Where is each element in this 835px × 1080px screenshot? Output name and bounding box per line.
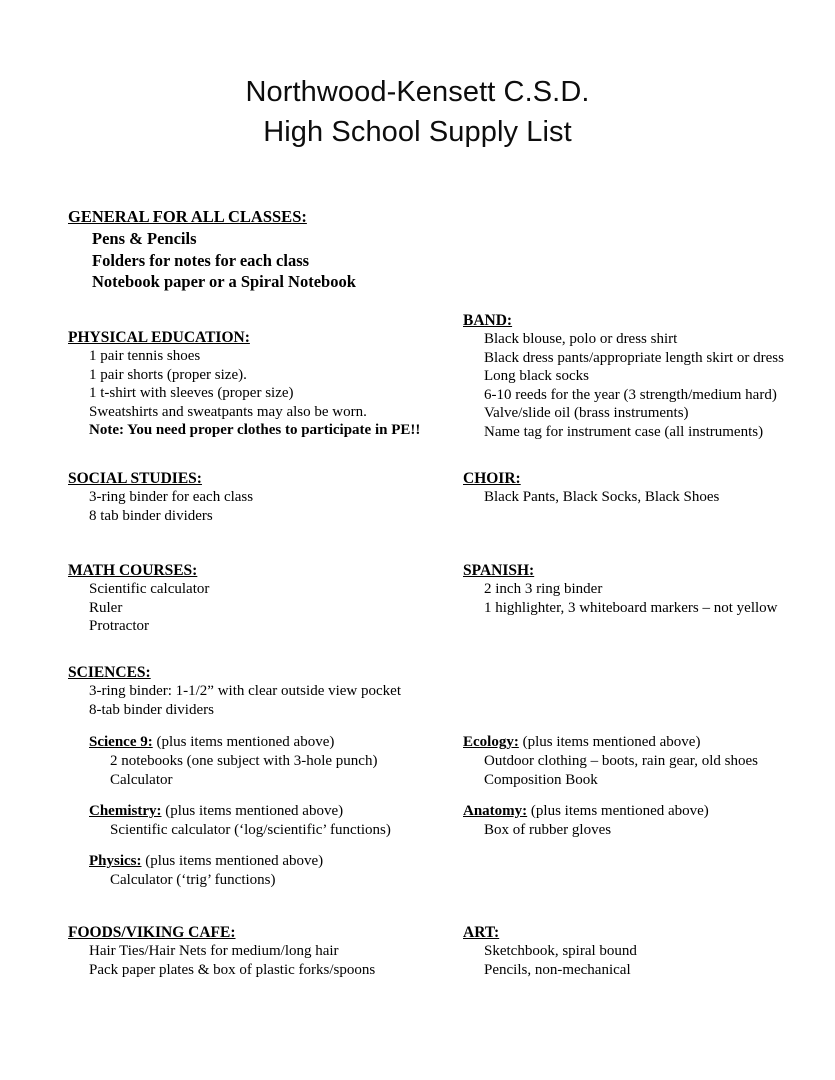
page-title bbox=[0, 72, 835, 152]
section-heading: PHYSICAL EDUCATION: bbox=[68, 329, 250, 346]
subsection-note: (plus items mentioned above) bbox=[522, 734, 701, 750]
title-line-1: Northwood-Kensett C.S.D. bbox=[245, 76, 590, 108]
list-item: Long black socks bbox=[484, 368, 589, 384]
list-item: 3-ring binder for each class bbox=[89, 489, 254, 505]
section-heading: ART: bbox=[463, 924, 500, 941]
subsection-name: Anatomy: bbox=[463, 803, 528, 819]
subsection-name: Science 9: bbox=[89, 734, 153, 750]
list-item: Hair Ties/Hair Nets for medium/long hair bbox=[89, 943, 339, 959]
pe-note: Note: You need proper clothes to participate in PE!! bbox=[89, 422, 421, 438]
list-item: Valve/slide oil (brass instruments) bbox=[484, 405, 689, 421]
section-item-list bbox=[463, 488, 823, 507]
list-item: Scientific calculator (‘log/scientific’ functions) bbox=[110, 822, 391, 838]
subsection-heading bbox=[68, 733, 458, 752]
section-heading: FOODS/VIKING CAFE: bbox=[68, 924, 236, 941]
list-item: Outdoor clothing – boots, rain gear, old shoes bbox=[484, 753, 758, 769]
subsection-note: (plus items mentioned above) bbox=[156, 734, 335, 750]
list-item: Calculator (‘trig’ functions) bbox=[110, 872, 276, 888]
section-math-courses bbox=[68, 561, 458, 636]
subsection-item-list bbox=[68, 752, 458, 789]
section-heading: CHOIR: bbox=[463, 470, 521, 487]
section-foods-viking-cafe bbox=[68, 923, 458, 979]
subsection-heading bbox=[68, 802, 458, 821]
section-item-list bbox=[463, 580, 823, 617]
section-ecology bbox=[463, 733, 823, 789]
list-item: 1 pair tennis shoes bbox=[89, 348, 201, 364]
subsection-item-list bbox=[68, 821, 458, 840]
list-item: Calculator bbox=[110, 771, 173, 788]
section-item-list bbox=[68, 942, 458, 979]
section-sciences bbox=[68, 663, 458, 888]
list-item: 6-10 reeds for the year (3 strength/medium hard) bbox=[484, 386, 777, 403]
subsection-name: Ecology: bbox=[463, 734, 519, 750]
list-item: 1 highlighter, 3 whiteboard markers – not yellow bbox=[484, 599, 778, 616]
list-item: Folders for notes for each class bbox=[92, 250, 310, 270]
subsection-heading bbox=[68, 852, 458, 871]
section-heading: MATH COURSES: bbox=[68, 562, 198, 579]
section-art bbox=[463, 923, 823, 979]
section-item-list bbox=[463, 821, 823, 840]
list-item: Protractor bbox=[89, 618, 149, 634]
list-item: Pens & Pencils bbox=[92, 229, 197, 248]
list-item: Composition Book bbox=[484, 771, 598, 788]
section-heading: SCIENCES: bbox=[68, 664, 151, 681]
subsection-note: (plus items mentioned above) bbox=[165, 803, 344, 819]
section-heading: GENERAL FOR ALL CLASSES: bbox=[68, 207, 307, 226]
list-item: Box of rubber gloves bbox=[484, 822, 612, 838]
list-item: Notebook paper or a Spiral Notebook bbox=[92, 272, 356, 291]
section-band bbox=[463, 311, 823, 441]
subsection-note: (plus items mentioned above) bbox=[530, 803, 709, 819]
section-spanish bbox=[463, 561, 823, 617]
section-item-list bbox=[68, 347, 458, 440]
section-item-list bbox=[463, 942, 823, 979]
subsection-science-9 bbox=[68, 733, 458, 789]
subsection-chemistry bbox=[68, 802, 458, 840]
list-item: 2 notebooks (one subject with 3-hole punch) bbox=[110, 753, 378, 769]
list-item: Name tag for instrument case (all instruments) bbox=[484, 423, 764, 440]
list-item: Black blouse, polo or dress shirt bbox=[484, 331, 678, 347]
list-item: 1 pair shorts (proper size). bbox=[89, 366, 247, 383]
section-anatomy bbox=[463, 802, 823, 840]
section-item-list bbox=[68, 682, 458, 719]
list-item: Sweatshirts and sweatpants may also be worn. bbox=[89, 403, 367, 420]
list-item: Scientific calculator bbox=[89, 581, 210, 597]
list-item: Black Pants, Black Socks, Black Shoes bbox=[484, 489, 720, 505]
list-item: Pencils, non-mechanical bbox=[484, 961, 631, 978]
subsection-name: Chemistry: bbox=[89, 803, 162, 819]
section-item-list bbox=[463, 330, 823, 441]
subsection-item-list bbox=[68, 871, 458, 890]
subsection-physics bbox=[68, 852, 458, 890]
list-item: 8 tab binder dividers bbox=[89, 507, 213, 524]
section-item-list bbox=[68, 228, 458, 293]
subsection-heading bbox=[463, 733, 823, 752]
subsection-note: (plus items mentioned above) bbox=[145, 853, 324, 869]
section-item-list bbox=[68, 488, 458, 525]
section-physical-education bbox=[68, 328, 458, 440]
section-choir bbox=[463, 469, 823, 507]
list-item: Sketchbook, spiral bound bbox=[484, 943, 637, 959]
section-item-list bbox=[463, 752, 823, 789]
list-item: 3-ring binder: 1-1/2” with clear outside view pocket bbox=[89, 683, 401, 699]
list-item: 2 inch 3 ring binder bbox=[484, 581, 603, 597]
subsection-heading bbox=[463, 802, 823, 821]
section-heading: BAND: bbox=[463, 312, 513, 329]
list-item: Pack paper plates & box of plastic forks/spoons bbox=[89, 961, 376, 978]
subsection-name: Physics: bbox=[89, 853, 142, 869]
section-general-for-all-classes bbox=[68, 206, 458, 293]
list-item: Black dress pants/appropriate length skirt or dress bbox=[484, 349, 784, 366]
list-item: 8-tab binder dividers bbox=[89, 701, 214, 718]
section-social-studies bbox=[68, 469, 458, 525]
list-item: 1 t-shirt with sleeves (proper size) bbox=[89, 385, 294, 401]
list-item: Ruler bbox=[89, 599, 123, 616]
title-line-2: High School Supply List bbox=[263, 116, 572, 148]
section-item-list bbox=[68, 580, 458, 636]
section-heading: SPANISH: bbox=[463, 562, 535, 579]
section-heading: SOCIAL STUDIES: bbox=[68, 470, 202, 487]
